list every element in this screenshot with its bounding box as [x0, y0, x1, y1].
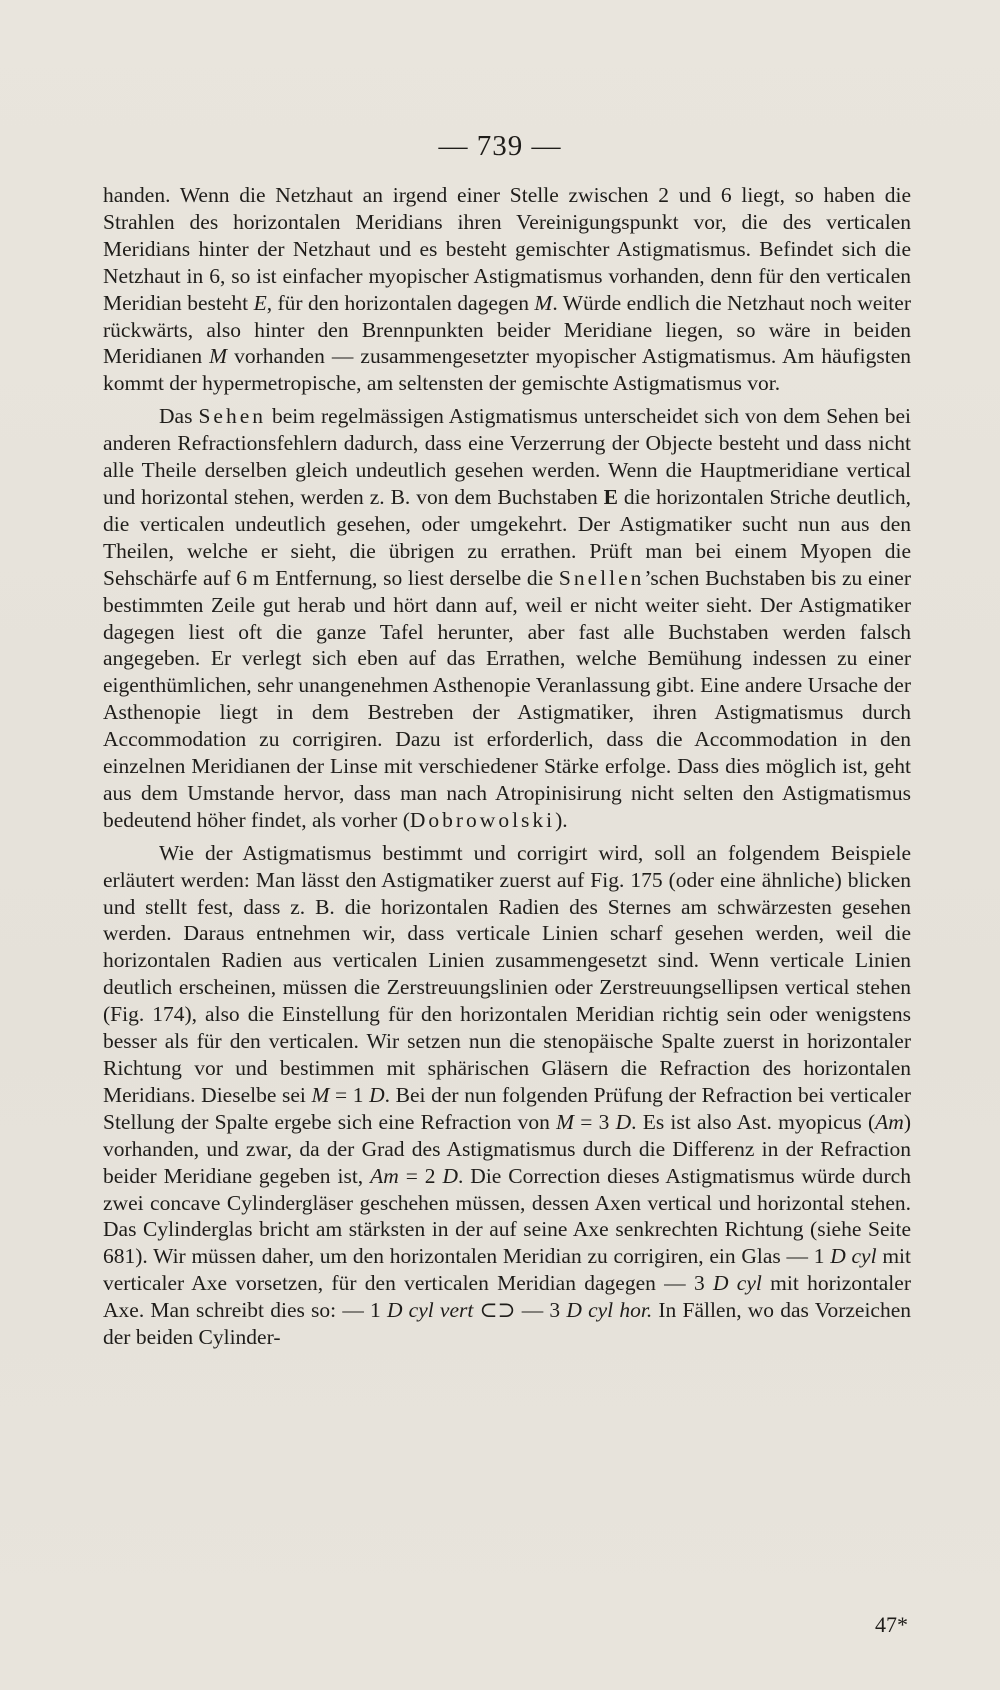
text-run: Wie der Astigmatismus bestimmt und corrigirt wird, soll an folgendem Beispiele erläutert werden: Man lässt den Astigmatiker zuerst auf Fig. 175 (oder eine ähnliche) blicken und stellt fest, dass z. B. die horizontalen Radien des Sternes am schwärzesten gesehen werden. Daraus entnehmen wir, dass verticale Linien scharf gesehen werden, weil die horizontalen Radien aus verticalen Linien zusammengesetzt sind. Wenn verticale Linien deutlich erscheinen, müssen die Zerstreuungslinien oder Zerstreuungsellipsen vertical stehen (Fig. 174), also die Einstellung für den horizontalen Meridian richtig sein oder wenigstens besser als für den verticalen. Wir setzen nun die stenopäische Spalte zuerst in horizontaler Richtung vor und bestimmen mit sphärischen Gläsern die Refraction des horizontalen Meridians. Dieselbe sei	[103, 840, 911, 1107]
text-run: handen. Wenn die Netzhaut an irgend einer Stelle zwischen 2 und 6 liegt, so haben die Strahlen des horizontalen Meridians ihren Vereinigungspunkt vor, die des verticalen Meridians hinter der Netzhaut und es besteht gemischter Astigmatismus. Befindet sich die Netzhaut in 6, so ist einfacher myopischer Astigmatismus vorhanden, denn für den verticalen Meridian besteht	[103, 183, 911, 315]
text-run: ).	[555, 807, 568, 832]
text-run: die horizontalen Striche deutlich, die verticalen undeutlich gesehen, oder umgekehrt. Der Astigmatiker sucht nun aus den Theilen, welche er sieht, die übrigen zu errathen. Prüft man bei einem Myopen die Sehschärfe auf 6 m Entfernung, so liest derselbe die	[103, 484, 911, 590]
text-run: = 1	[329, 1082, 370, 1107]
text-run: In Fällen, wo das Vorzeichen der beiden Cylinder-	[103, 1298, 912, 1350]
spaced-name: Dobrowolski	[409, 807, 556, 832]
italic-text: Am	[370, 1163, 399, 1188]
paragraph	[103, 182, 911, 397]
text-run: . Würde endlich die Netzhaut noch weiter rückwärts, also hinter den Brennpunkten beider Meridiane liegen, so wäre in beiden Meridianen	[103, 290, 911, 369]
paragraph	[103, 840, 911, 1351]
spaced-name: Snellen	[558, 565, 645, 590]
signature-mark: 47*	[875, 1612, 908, 1637]
italic-text: D cyl hor.	[566, 1298, 653, 1323]
italic-text: M	[534, 290, 553, 315]
bold-text: E	[603, 484, 618, 509]
text-run: vorhanden — zusammengesetzter myopischer Astigmatismus. Am häufigsten kommt der hypermetropische, am seltensten der gemischte Astigmatismus vor.	[103, 344, 911, 396]
italic-text: M	[209, 344, 228, 369]
italic-text: D cyl	[712, 1271, 762, 1296]
italic-text: D cyl	[830, 1244, 877, 1269]
text-run: ’schen Buchstaben bis zu einer bestimmten Zeile gut herab und hört dann auf, weil er nicht weiter sieht. Der Astigmatiker dagegen liest oft die ganze Tafel herunter, aber fast alle Buchstaben werden falsch angegeben. Er verlegt sich eben auf das Errathen, welche Bemühung indessen zu einer eigenthümlichen, sehr unangenehmen Asthenopie Veranlassung gibt. Eine andere Ursache der Asthenopie liegt in dem Bestreben der Astigmatiker, ihren Astigmatismus durch Accommodation zu corrigiren. Dazu ist erforderlich, dass die Accommodation in den einzelnen Meridianen der Linse mit verschiedener Stärke erfolge. Dass dies möglich ist, geht aus dem Umstande hervor, dass man nach Atropinisirung nicht selten den Astigmatismus bedeutend höher findet, als vorher (	[103, 565, 911, 832]
text-run: mit verticaler Axe vorsetzen, für den verticalen Meridian dagegen — 3	[103, 1244, 911, 1296]
text-run: Das	[159, 404, 199, 429]
text-run: . Die Correction dieses Astigmatismus würde durch zwei concave Cylindergläser geschehen müssen, dessen Axen vertical und horizontal stehen. Das Cylinderglas bricht am stärksten in der auf seine Axe senkrechten Richtung (siehe Seite 681). Wir müssen daher, um den horizontalen Meridian zu corrigiren, ein Glas — 1	[103, 1163, 911, 1269]
italic-text: E	[253, 290, 267, 315]
text-run: mit horizontaler Axe. Man schreibt dies so: — 1	[103, 1271, 911, 1323]
body-text	[103, 182, 911, 1351]
text-run: beim regelmässigen Astigmatismus unterscheidet sich von dem Sehen bei anderen Refractionsfehlern dadurch, dass eine Verzerrung der Objecte besteht und dass nicht alle Theile derselben gleich undeutlich gesehen werden. Wenn die Hauptmeridiane vertical und horizontal stehen, werden z. B. von dem Buchstaben	[103, 404, 912, 509]
text-run: . Bei der nun folgenden Prüfung der Refraction bei verticaler Stellung der Spalte ergebe sich eine Refraction von	[103, 1082, 911, 1134]
italic-text: D cyl vert	[386, 1298, 474, 1323]
text-run: ⊂⊃ — 3	[473, 1298, 567, 1323]
text-run: = 2	[398, 1163, 443, 1188]
italic-text: Am	[875, 1109, 904, 1134]
italic-text: D	[442, 1163, 458, 1188]
text-run: = 3	[573, 1109, 616, 1134]
paragraph	[103, 403, 911, 834]
text-run: ) vorhanden, und zwar, da der Grad des Astigmatismus durch die Differenz in der Refraction beider Meridiane gegeben ist,	[103, 1109, 911, 1188]
italic-text: M	[556, 1109, 574, 1134]
text-run: , für den horizontalen dagegen	[266, 290, 535, 315]
italic-text: D	[615, 1109, 632, 1134]
italic-text: D	[369, 1082, 385, 1107]
italic-text: M	[311, 1082, 330, 1107]
text-run: . Es ist also Ast. myopicus (	[631, 1109, 876, 1134]
page-number: — 739 —	[438, 130, 562, 162]
spaced-name: Sehen	[198, 404, 266, 429]
